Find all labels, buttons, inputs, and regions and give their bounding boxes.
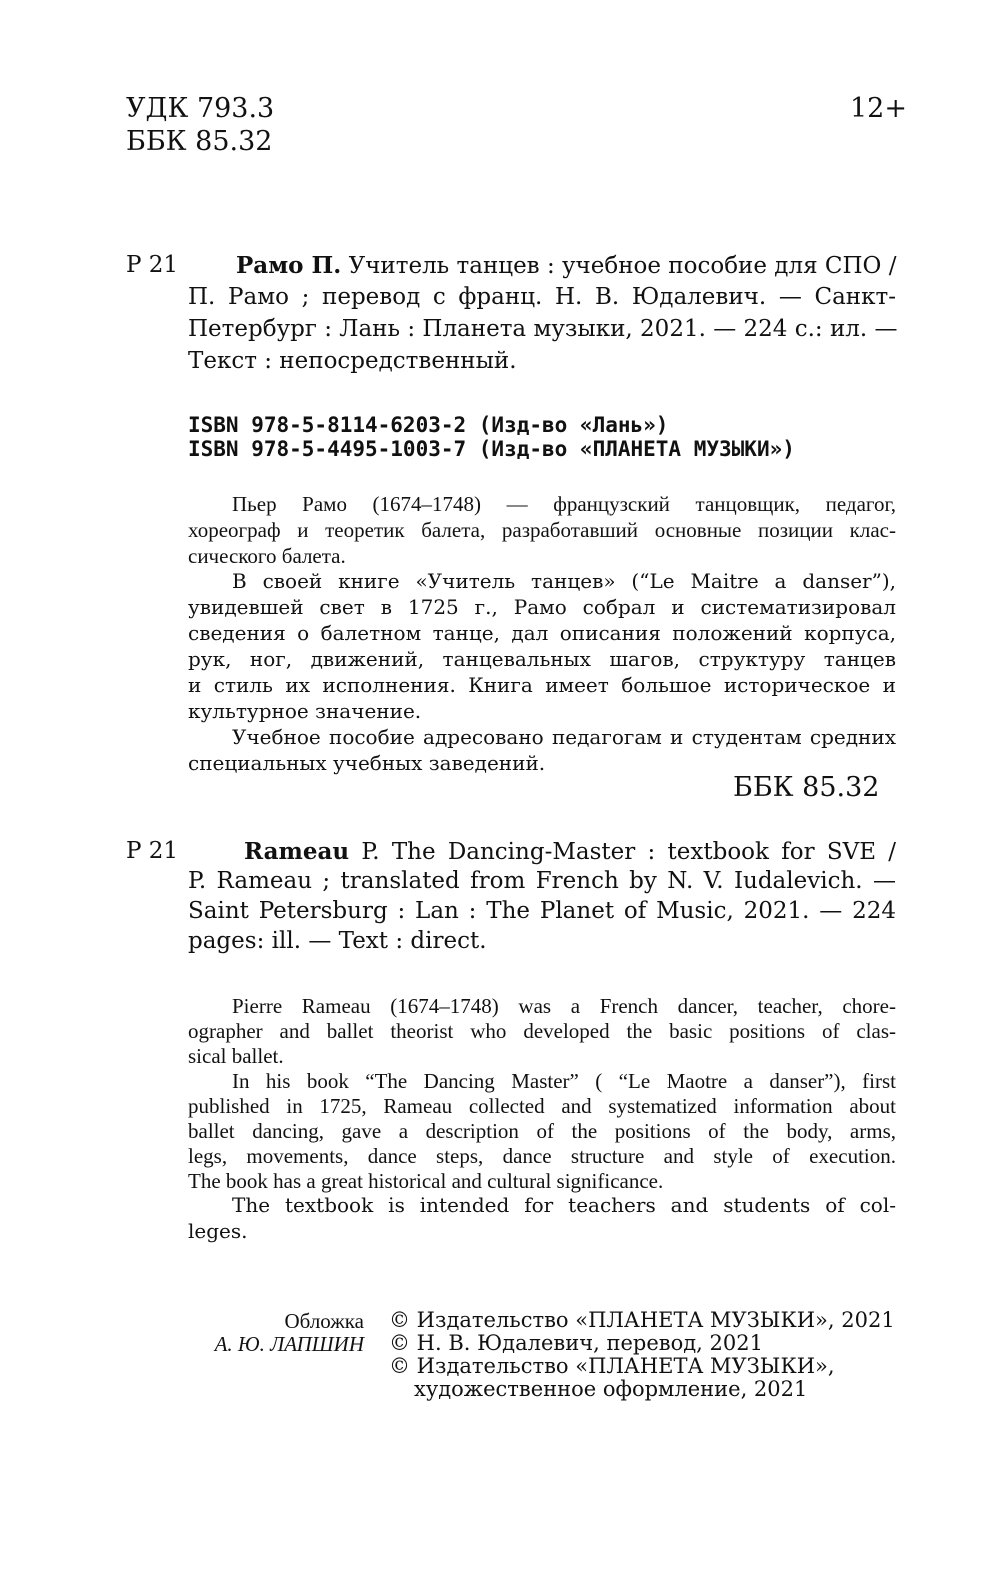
copyright-line4: художественное оформление, 2021 [414,1377,808,1401]
abstract-ru-p2-l2: увидевшей свет в 1725 г., Рамо собрал и систематизировал [188,595,896,619]
abstract-ru-p1-l1: Пьер Рамо (1674–1748) — французский танцовщик, педагог, [232,492,896,516]
record-code-ru: Р 21 [126,252,179,278]
abstract-en-p3-l1: The textbook is intended for teachers and students of col- [232,1193,896,1217]
bbk-code: ББК 85.32 [126,126,273,157]
record-line3-en: Saint Petersburg : Lan : The Planet of Music, 2021. — 224 [188,898,896,924]
copyright-line3: © Издательство «ПЛАНЕТА МУЗЫКИ», [389,1354,835,1378]
abstract-ru-p1-l3: сического балета. [188,544,346,568]
record-line4-en: pages: ill. — Text : direct. [188,928,487,954]
abstract-en-p1-l3: sical ballet. [188,1044,284,1068]
abstract-en-p2-l5: The book has a great historical and cultural significance. [188,1169,664,1193]
isbn-line2: ISBN 978-5-4495-1003-7 (Изд-во «ПЛАНЕТА МУЗЫКИ») [188,437,795,461]
record-line2-en: P. Rameau ; translated from French by N. V. Iudalevich. — [188,868,896,894]
copyright-line1: © Издательство «ПЛАНЕТА МУЗЫКИ», 2021 [389,1308,895,1332]
abstract-ru-p1-l2: хореограф и теоретик балета, разработавший основные позиции клас- [188,518,896,542]
cover-artist: А. Ю. ЛАПШИН [214,1332,364,1356]
copyright-line2: © Н. В. Юдалевич, перевод, 2021 [389,1331,763,1355]
abstract-en-p2-l3: ballet dancing, gave a description of the positions of the body, arms, [188,1119,896,1143]
abstract-en-p3-l2: leges. [188,1219,248,1243]
udk-code: УДК 793.3 [126,93,275,124]
age-rating: 12+ [850,93,907,124]
abstract-en-p2-l4: legs, movements, dance steps, dance structure and style of execution. [188,1144,896,1168]
abstract-en-p1-l2: ographer and ballet theorist who developed the basic positions of clas- [188,1019,896,1043]
isbn-line1: ISBN 978-5-8114-6203-2 (Изд-во «Лань») [188,413,669,437]
abstract-en-p1-l1: Pierre Rameau (1674–1748) was a French dancer, teacher, chore- [232,994,896,1018]
author-en: Rameau [244,838,350,865]
title-en: The Dancing-Master : textbook for SVE / [391,839,896,865]
record-line1-ru [236,252,896,279]
author-ru: Рамо П. [236,252,342,279]
record-line1-en [244,838,896,865]
cover-label: Обложка [284,1309,364,1333]
abstract-ru-p2-l1: В своей книге «Учитель танцев» (“Le Maitre a danser”), [232,569,896,593]
bbk-footer-ru: ББК 85.32 [733,772,880,803]
author-initial-en: P. [361,839,380,865]
abstract-ru-p2-l3: сведения о балетном танце, дал описания положений корпуса, [188,621,896,645]
abstract-ru-p2-l4: рук, ног, движений, танцевальных шагов, структуру танцев [188,647,896,671]
abstract-en-p2-l2: published in 1725, Rameau collected and systematized information about [188,1094,896,1118]
record-line3-ru: Петербург : Лань : Планета музыки, 2021. — 224 с.: ил. — [188,316,898,342]
record-line4-ru: Текст : непосредственный. [188,348,517,374]
abstract-en-p2-l1: In his book “The Dancing Master” ( “Le Maotre a danser”), first [232,1069,896,1093]
title-ru: Учитель танцев : учебное пособие для СПО / [348,253,897,279]
record-code-en: Р 21 [126,838,179,864]
abstract-ru-p2-l5: и стиль их исполнения. Книга имеет большое историческое и [188,673,896,697]
abstract-ru-p2-l6: культурное значение. [188,699,422,723]
abstract-ru-p3-l1: Учебное пособие адресовано педагогам и студентам средних [232,725,896,749]
abstract-ru-p3-l2: специальных учебных заведений. [188,751,546,775]
record-line2-ru: П. Рамо ; перевод с франц. Н. В. Юдалевич. — Санкт- [188,284,896,310]
